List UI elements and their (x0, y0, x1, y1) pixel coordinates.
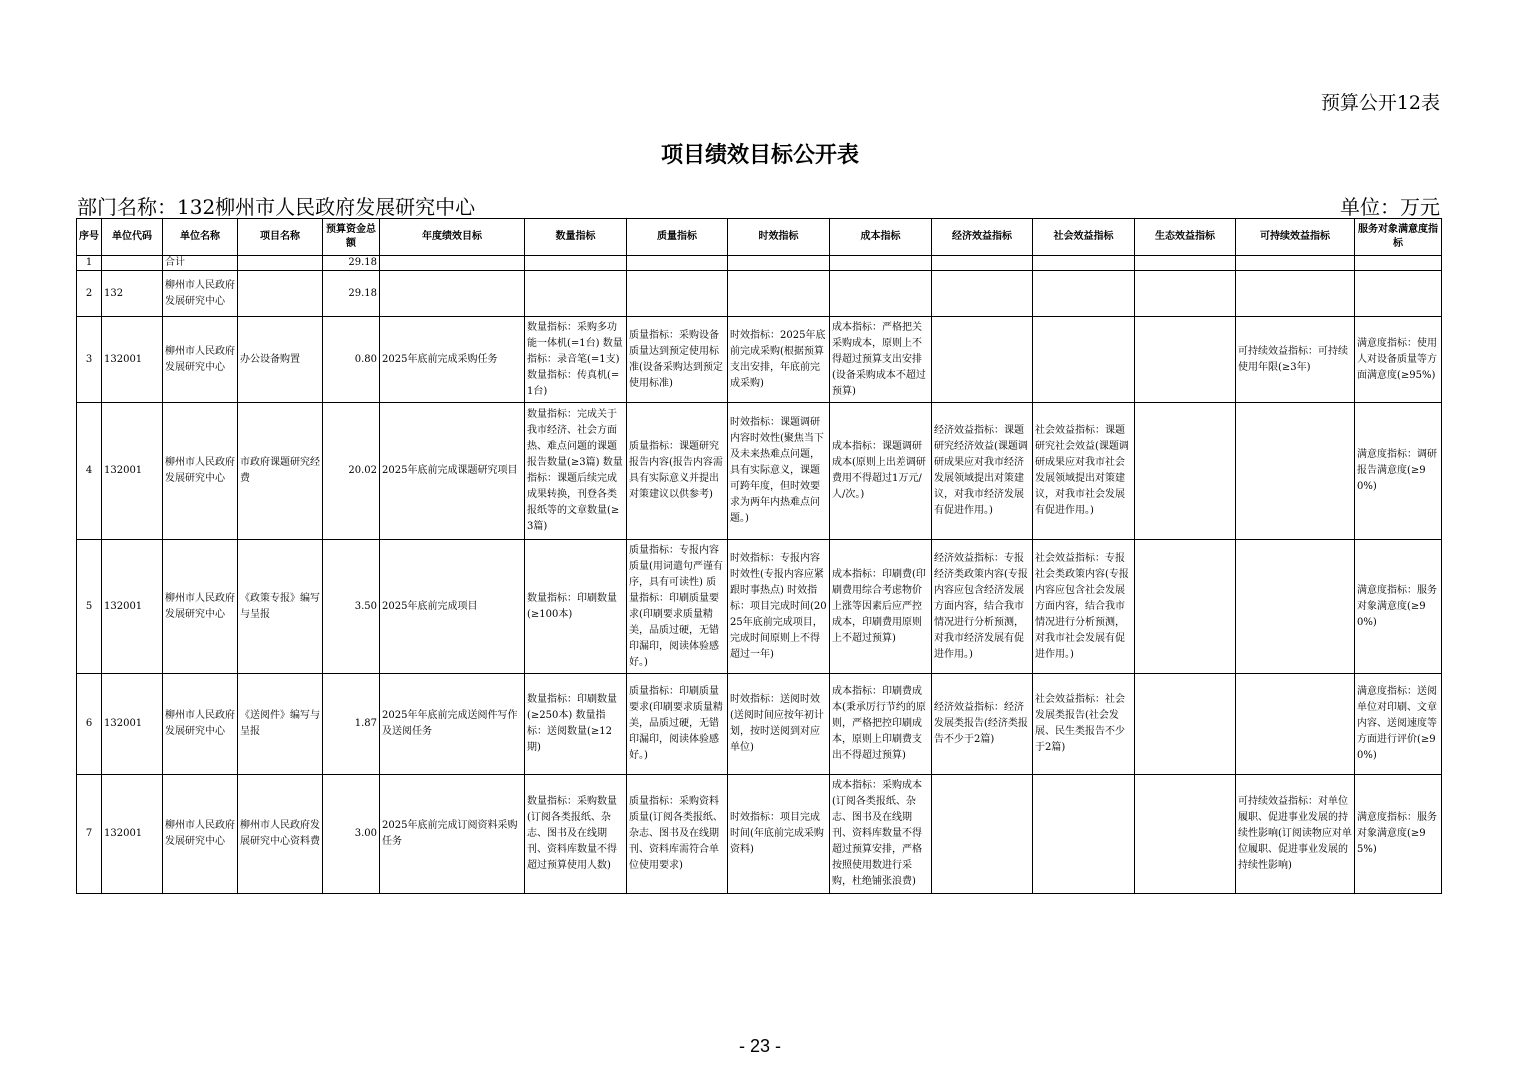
cell-unit-name: 合计 (163, 256, 238, 271)
cell-social: 社会效益指标：社会发展类报告(社会发展、民生类报告不少于2篇) (1033, 674, 1135, 775)
cell-quantity: 数量指标：印刷数量(≥250本) 数量指标：送阅数量(≥12期) (525, 674, 627, 775)
table-body (77, 256, 1442, 894)
cell-project-name (238, 271, 323, 317)
cell-ecological (1135, 256, 1236, 271)
cell-budget: 29.18 (323, 271, 380, 317)
cell-cost: 成本指标：印刷费成本(秉承厉行节约的原则，严格把控印刷成本，原则上印刷费支出不得超过预算) (830, 674, 932, 775)
cell-annual-goal: 2025年年底前完成送阅件写作及送阅任务 (380, 674, 525, 775)
cell-unit-name: 柳州市人民政府发展研究中心 (163, 540, 238, 674)
unit-label: 单位：万元 (1340, 195, 1440, 219)
cell-economic: 经济效益指标：专报经济类政策内容(专报内容应包含经济发展方面内容，结合我市情况进行分析预测，对我市经济发展有促进作用。) (932, 540, 1033, 674)
cell-seq: 5 (77, 540, 102, 674)
department-name: 部门名称：132柳州市人民政府发展研究中心 (77, 195, 476, 219)
cell-quality: 质量指标：专报内容质量(用词遣句严谨有序，具有可读性) 质量指标：印刷质量要求(印刷要求质量精美，品质过硬，无错印漏印，阅读体验感好。) (627, 540, 728, 674)
cell-unit-name: 柳州市人民政府发展研究中心 (163, 271, 238, 317)
cell-quality: 质量指标：采购设备质量达到预定使用标准(设备采购达到预定使用标准) (627, 317, 728, 403)
cell-ecological (1135, 775, 1236, 894)
cell-unit-code: 132 (102, 271, 163, 317)
cell-seq: 1 (77, 256, 102, 271)
cell-budget: 3.50 (323, 540, 380, 674)
cell-timeliness: 时效指标：2025年底前完成采购(根据预算支出安排，年底前完成采购) (728, 317, 830, 403)
table-row (77, 317, 1442, 403)
cell-unit-code: 132001 (102, 403, 163, 540)
cell-ecological (1135, 403, 1236, 540)
cell-annual-goal (380, 271, 525, 317)
header-budget: 预算资金总额 (323, 219, 380, 256)
cell-economic: 经济效益指标：课题研究经济效益(课题调研成果应对我市经济发展领域提出对策建议，对我市经济发展有促进作用。) (932, 403, 1033, 540)
table-row (77, 775, 1442, 894)
cell-cost: 成本指标：严格把关采购成本，原则上不得超过预算支出安排(设备采购成本不超过预算) (830, 317, 932, 403)
cell-ecological (1135, 317, 1236, 403)
cell-sustainable (1236, 271, 1355, 317)
cell-social (1033, 317, 1135, 403)
cell-social: 社会效益指标：课题研究社会效益(课题调研成果应对我市社会发展领域提出对策建议，对我市社会发展有促进作用。) (1033, 403, 1135, 540)
cell-timeliness: 时效指标：项目完成时间(年底前完成采购资料) (728, 775, 830, 894)
cell-unit-code (102, 256, 163, 271)
performance-table-container (76, 218, 1441, 894)
header-sustainable: 可持续效益指标 (1236, 219, 1355, 256)
header-unit-code: 单位代码 (102, 219, 163, 256)
cell-satisfaction: 满意度指标：使用人对设备质量等方面满意度(≥95%) (1355, 317, 1442, 403)
cell-annual-goal: 2025年底前完成课题研究项目 (380, 403, 525, 540)
cell-cost: 成本指标：采购成本(订阅各类报纸、杂志、图书及在线期刊、资料库数量不得超过预算安排，严格按照使用数进行采购，杜绝铺张浪费) (830, 775, 932, 894)
cell-ecological (1135, 271, 1236, 317)
cell-annual-goal: 2025年底前完成采购任务 (380, 317, 525, 403)
cell-timeliness: 时效指标：课题调研内容时效性(聚焦当下及未来热难点问题，具有实际意义，课题可跨年度，但时效要求为两年内热难点问题。) (728, 403, 830, 540)
cell-sustainable (1236, 256, 1355, 271)
cell-unit-name: 柳州市人民政府发展研究中心 (163, 674, 238, 775)
cell-satisfaction (1355, 256, 1442, 271)
cell-social (1033, 775, 1135, 894)
cell-economic (932, 256, 1033, 271)
cell-quality: 质量指标：印刷质量要求(印刷要求质量精美，品质过硬，无错印漏印，阅读体验感好。) (627, 674, 728, 775)
cell-quality: 质量指标：采购资料质量(订阅各类报纸、杂志、图书及在线期刊、资料库需符合单位使用要求) (627, 775, 728, 894)
cell-timeliness: 时效指标：送阅时效(送阅时间应按年初计划，按时送阅到对应单位) (728, 674, 830, 775)
cell-unit-code: 132001 (102, 674, 163, 775)
cell-quantity: 数量指标：完成关于我市经济、社会方面热、难点问题的课题报告数量(≥3篇) 数量指标：课题后续完成成果转换，刊登各类报纸等的文章数量(≥3篇) (525, 403, 627, 540)
performance-table (76, 218, 1442, 894)
cell-timeliness: 时效指标：专报内容时效性(专报内容应紧跟时事热点) 时效指标：项目完成时间(2025年底前完成项目，完成时间原则上不得超过一年) (728, 540, 830, 674)
header-satisfaction: 服务对象满意度指标 (1355, 219, 1442, 256)
cell-social: 社会效益指标：专报社会类政策内容(专报内容应包含社会发展方面内容，结合我市情况进行分析预测，对我市社会发展有促进作用。) (1033, 540, 1135, 674)
cell-annual-goal: 2025年底前完成订阅资料采购任务 (380, 775, 525, 894)
cell-quantity: 数量指标：印刷数量(≥100本) (525, 540, 627, 674)
header-timeliness: 时效指标 (728, 219, 830, 256)
cell-social (1033, 256, 1135, 271)
cell-annual-goal (380, 256, 525, 271)
cell-project-name (238, 256, 323, 271)
cell-timeliness (728, 256, 830, 271)
cell-quality (627, 256, 728, 271)
header-cost: 成本指标 (830, 219, 932, 256)
cell-budget: 20.02 (323, 403, 380, 540)
header-ecological: 生态效益指标 (1135, 219, 1236, 256)
cell-cost (830, 271, 932, 317)
cell-unit-name: 柳州市人民政府发展研究中心 (163, 403, 238, 540)
cell-seq: 6 (77, 674, 102, 775)
cell-budget: 3.00 (323, 775, 380, 894)
cell-unit-name: 柳州市人民政府发展研究中心 (163, 317, 238, 403)
page-title: 项目绩效目标公开表 (660, 142, 859, 168)
header-social: 社会效益指标 (1033, 219, 1135, 256)
cell-sustainable (1236, 540, 1355, 674)
header-unit-name: 单位名称 (163, 219, 238, 256)
cell-seq: 7 (77, 775, 102, 894)
cell-quantity (525, 256, 627, 271)
cell-budget: 1.87 (323, 674, 380, 775)
table-number-label: 预算公开12表 (1320, 92, 1440, 114)
cell-unit-name: 柳州市人民政府发展研究中心 (163, 775, 238, 894)
cell-unit-code: 132001 (102, 317, 163, 403)
cell-cost: 成本指标：课题调研成本(原则上出差调研费用不得超过1万元/人/次。) (830, 403, 932, 540)
cell-unit-code: 132001 (102, 775, 163, 894)
cell-satisfaction: 满意度指标：服务对象满意度(≥95%) (1355, 775, 1442, 894)
cell-cost (830, 256, 932, 271)
cell-ecological (1135, 540, 1236, 674)
header-annual-goal: 年度绩效目标 (380, 219, 525, 256)
cell-project-name: 办公设备购置 (238, 317, 323, 403)
cell-timeliness (728, 271, 830, 317)
cell-economic (932, 775, 1033, 894)
cell-project-name: 《送阅件》编写与呈报 (238, 674, 323, 775)
cell-cost: 成本指标：印刷费(印刷费用综合考虑物价上涨等因素后应严控成本，印刷费用原则上不超过预算) (830, 540, 932, 674)
header-economic: 经济效益指标 (932, 219, 1033, 256)
cell-project-name: 市政府课题研究经费 (238, 403, 323, 540)
cell-quality (627, 271, 728, 317)
cell-quantity (525, 271, 627, 317)
header-quality: 质量指标 (627, 219, 728, 256)
table-row (77, 256, 1442, 271)
table-row (77, 674, 1442, 775)
cell-social (1033, 271, 1135, 317)
cell-satisfaction: 满意度指标：调研报告满意度(≥90%) (1355, 403, 1442, 540)
cell-satisfaction: 满意度指标：服务对象满意度(≥90%) (1355, 540, 1442, 674)
header-project-name: 项目名称 (238, 219, 323, 256)
cell-quality: 质量指标：课题研究报告内容(报告内容需具有实际意义并提出对策建议以供参考) (627, 403, 728, 540)
cell-economic (932, 317, 1033, 403)
cell-ecological (1135, 674, 1236, 775)
cell-sustainable (1236, 403, 1355, 540)
cell-economic (932, 271, 1033, 317)
cell-seq: 2 (77, 271, 102, 317)
cell-seq: 3 (77, 317, 102, 403)
page-number: - 23 - (738, 1036, 781, 1056)
cell-budget: 0.80 (323, 317, 380, 403)
cell-economic: 经济效益指标：经济发展类报告(经济类报告不少于2篇) (932, 674, 1033, 775)
header-seq: 序号 (77, 219, 102, 256)
cell-annual-goal: 2025年底前完成项目 (380, 540, 525, 674)
table-header-row (77, 219, 1442, 256)
cell-satisfaction: 满意度指标：送阅单位对印刷、文章内容、送阅速度等方面进行评价(≥90%) (1355, 674, 1442, 775)
table-row (77, 403, 1442, 540)
cell-seq: 4 (77, 403, 102, 540)
cell-unit-code: 132001 (102, 540, 163, 674)
table-row (77, 540, 1442, 674)
cell-sustainable: 可持续效益指标：可持续使用年限(≥3年) (1236, 317, 1355, 403)
cell-project-name: 《政策专报》编写与呈报 (238, 540, 323, 674)
cell-satisfaction (1355, 271, 1442, 317)
table-row (77, 271, 1442, 317)
cell-sustainable (1236, 674, 1355, 775)
cell-budget: 29.18 (323, 256, 380, 271)
cell-project-name: 柳州市人民政府发展研究中心资料费 (238, 775, 323, 894)
cell-quantity: 数量指标：采购数量(订阅各类报纸、杂志、图书及在线期刊、资料库数量不得超过预算使用人数) (525, 775, 627, 894)
cell-sustainable: 可持续效益指标：对单位履职、促进事业发展的持续性影响(订阅读物应对单位履职、促进事业发展的持续性影响) (1236, 775, 1355, 894)
cell-quantity: 数量指标：采购多功能一体机(=1台) 数量指标：录音笔(=1支) 数量指标：传真机(=1台) (525, 317, 627, 403)
header-quantity: 数量指标 (525, 219, 627, 256)
